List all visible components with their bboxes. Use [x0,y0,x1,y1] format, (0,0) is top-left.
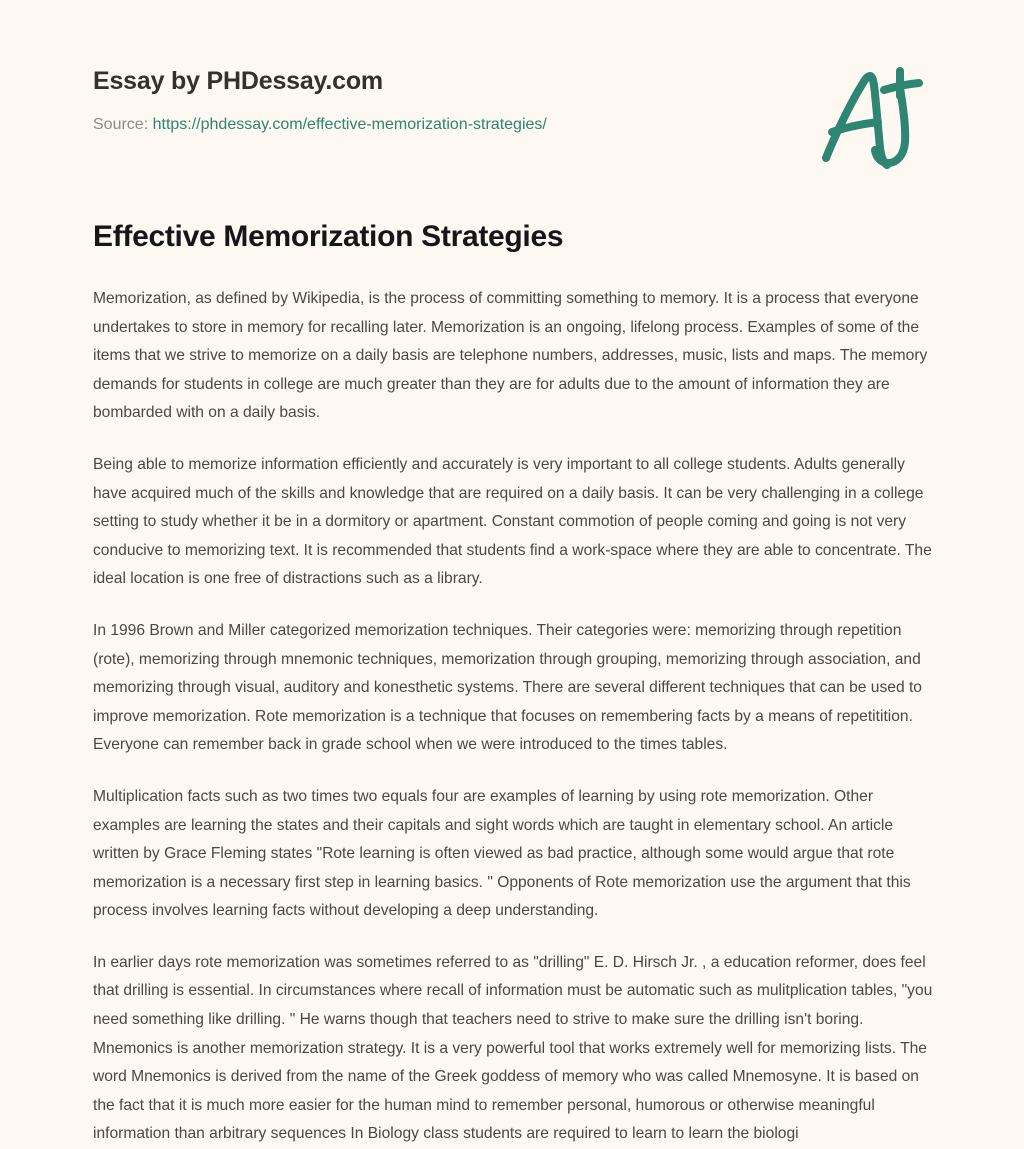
paragraph: Multiplication facts such as two times two equals four are examples of learning by using rote memorization. Other examples are learning the states and their capitals and sight words which are taught in elementary school. An article written by Grace Fleming states "Rote learning is often viewed as bad practice, although some would argue that rote memorization is a necessary first step in learning basics. " Opponents of Rote memorization use the argument that this process involves learning facts without developing a deep understanding. [93,787,911,920]
source-line [93,115,793,135]
paragraph: Memorization, as defined by Wikipedia, is the process of committing something to memory. It is a process that everyone undertakes to store in memory for recalling later. Memorization is an ongoing, lifelong process. Examples of some of the items that we strive to memorize on a daily basis are telephone numbers, addresses, music, lists and maps. The memory demands for students in college are much greater than they are for adults due to the amount of information they are bombarded with on a daily basis. [93,290,928,422]
paragraph: In earlier days rote memorization was sometimes referred to as "drilling" E. D. Hirsch Jr. , a education reformer, does feel that drilling is essential. In circumstances where recall of information must be automatic such as mulitplication tables, "you need something like drilling. " He warns though that teachers need to strive to make sure the drilling isn't boring. Mnemonics is another memorization strategy. It is a very powerful tool that works extremely well for memorizing lists. The word Mnemonics is derived from the name of the Greek goddess of memory who was called Mnemosyne. It is based on the fact that it is much more easier for the human mind to remember personal, humorous or otherwise meaningful information than arbitrary sequences In Biology class students are required to learn to learn the biologi [93,953,933,1143]
paragraph: In 1996 Brown and Miller categorized memorization techniques. Their categories were: memorizing through repetition (rote), memorizing through mnemonic techniques, memorization through grouping, memorizing through association, and memorizing through visual, auditory and konesthetic systems. There are several different techniques that can be used to improve memorization. Rote memorization is a technique that focuses on remembering facts by a means of repetitition. Everyone can remember back in grade school when we were introduced to the times tables. [93,621,922,754]
a-plus-logo-icon [812,62,932,174]
article-body [93,285,933,1149]
document-header [0,0,1024,200]
brand-title: Essay by PHDessay.com [93,67,383,95]
page-title: Effective Memorization Strategies [93,220,564,253]
paragraph: Being able to memorize information efficiently and accurately is very important to all college students. Adults generally have acquired much of the skills and knowledge that are required on a daily basis. It can be very challenging in a college setting to study whether it be in a dormitory or apartment. Constant commotion of people coming and going is not very conducive to memorizing text. It is recommended that students find a work-space where they are able to concentrate. The ideal location is one free of distractions such as a library. [93,455,932,588]
article [93,218,933,1149]
source-url-link[interactable]: https://phdessay.com/effective-memorization-strategies/ [152,116,547,133]
source-label: Source: [93,116,149,133]
brand-block [93,66,793,135]
